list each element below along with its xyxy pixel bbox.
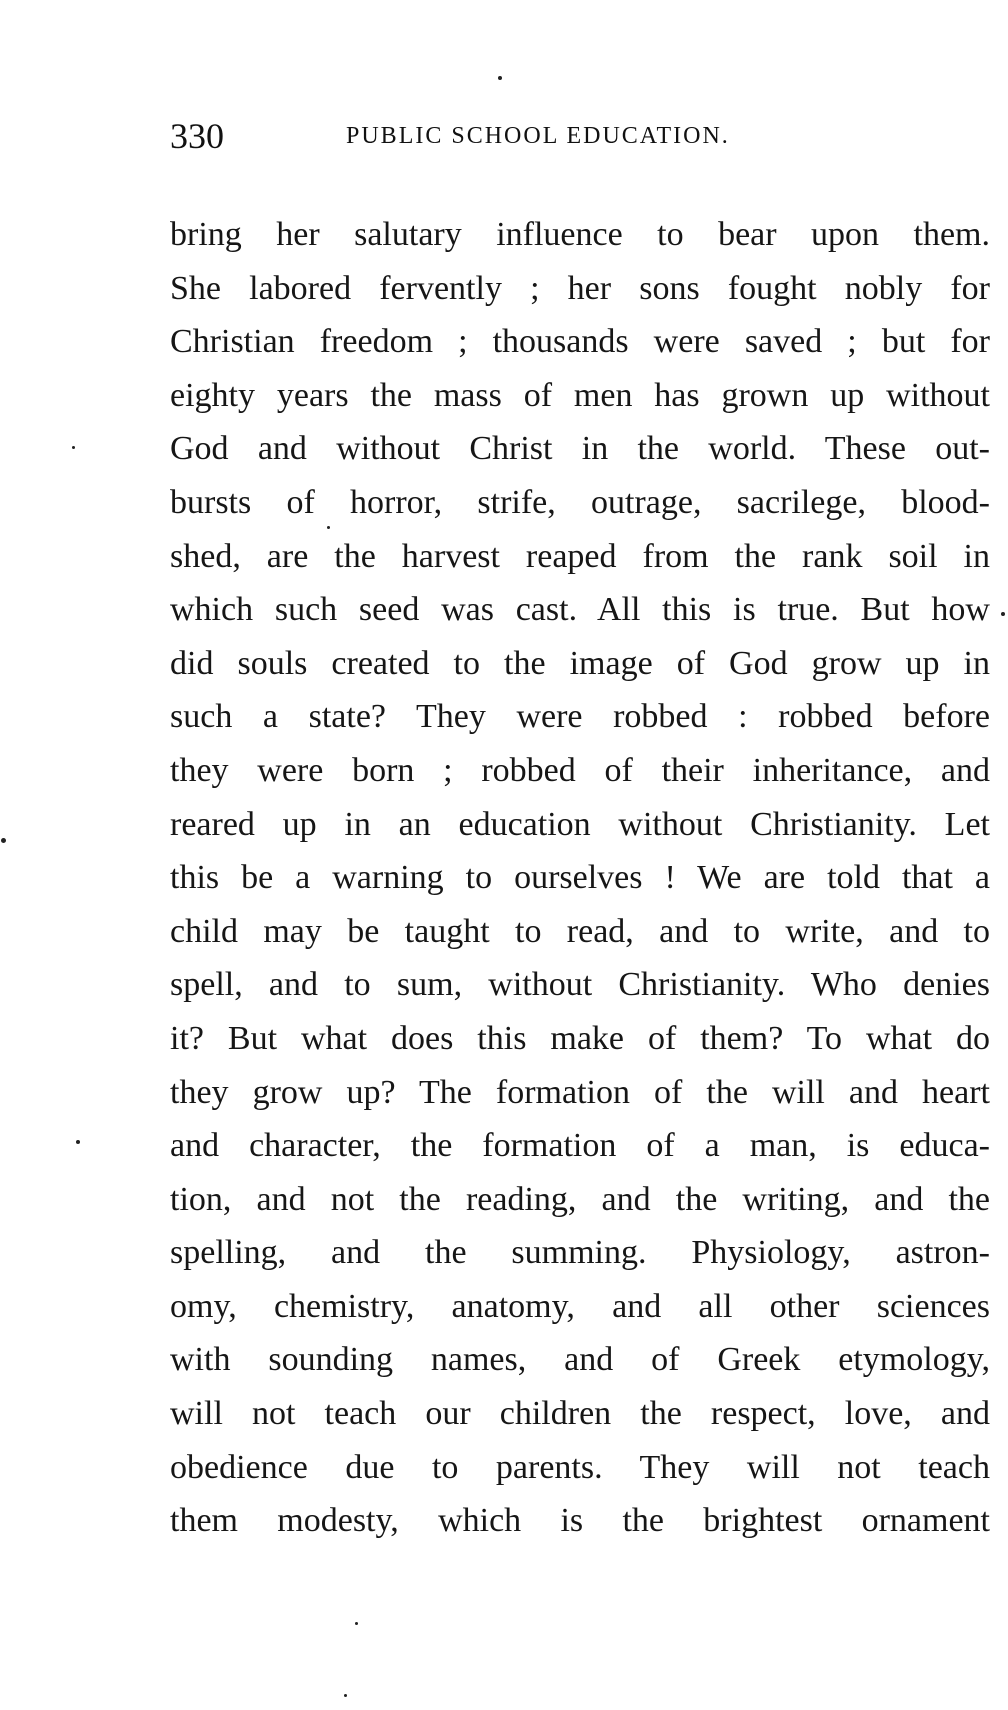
text-line: reared up in an education without Christianity. Let: [170, 805, 990, 843]
body-text: [170, 208, 990, 1548]
scan-speck: [498, 76, 502, 80]
text-line: they grow up? The formation of the will and heart: [170, 1073, 990, 1111]
text-line: omy, chemistry, anatomy, and all other sciences: [170, 1287, 990, 1325]
scan-speck: [1, 838, 6, 843]
scan-speck: [344, 1694, 347, 1697]
text-line: them modesty, which is the brightest ornament: [170, 1502, 990, 1540]
scan-speck: [355, 1622, 358, 1625]
text-line: they were born ; robbed of their inheritance, and: [170, 751, 990, 789]
text-line: with sounding names, and of Greek etymology,: [170, 1341, 990, 1379]
text-line: it? But what does this make of them? To what do: [170, 1019, 990, 1057]
text-line: shed, are the harvest reaped from the rank soil in: [170, 537, 990, 575]
scan-speck: [327, 526, 330, 529]
text-line: eighty years the mass of men has grown up without: [170, 376, 990, 414]
text-line: She labored fervently ; her sons fought nobly for: [170, 269, 990, 307]
text-line: such a state? They were robbed : robbed before: [170, 698, 990, 736]
page-header: [170, 112, 970, 160]
text-line: child may be taught to read, and to write, and to: [170, 912, 990, 950]
text-line: obedience due to parents. They will not teach: [170, 1448, 990, 1486]
text-line: which such seed was cast. All this is true. But how: [170, 591, 990, 629]
text-line: God and without Christ in the world. These out-: [170, 430, 990, 468]
text-line: bring her salutary influence to bear upon them.: [170, 216, 990, 253]
scan-speck: [76, 1140, 80, 1144]
text-line: spell, and to sum, without Christianity. Who denies: [170, 966, 990, 1004]
text-line: Christian freedom ; thousands were saved ; but for: [170, 323, 990, 361]
text-line: and character, the formation of a man, is educa-: [170, 1127, 990, 1165]
scan-speck: [1001, 612, 1005, 616]
text-line: did souls created to the image of God grow up in: [170, 644, 990, 682]
text-line: this be a warning to ourselves ! We are told that a: [170, 859, 990, 897]
text-line: spelling, and the summing. Physiology, astron-: [170, 1234, 990, 1272]
scan-speck: [72, 446, 75, 449]
text-line: tion, and not the reading, and the writing, and the: [170, 1180, 990, 1218]
text-line: will not teach our children the respect, love, and: [170, 1395, 990, 1433]
page-number: 330: [170, 116, 224, 156]
text-line: bursts of horror, strife, outrage, sacrilege, blood-: [170, 483, 990, 521]
running-title: PUBLIC SCHOOL EDUCATION.: [346, 123, 730, 149]
